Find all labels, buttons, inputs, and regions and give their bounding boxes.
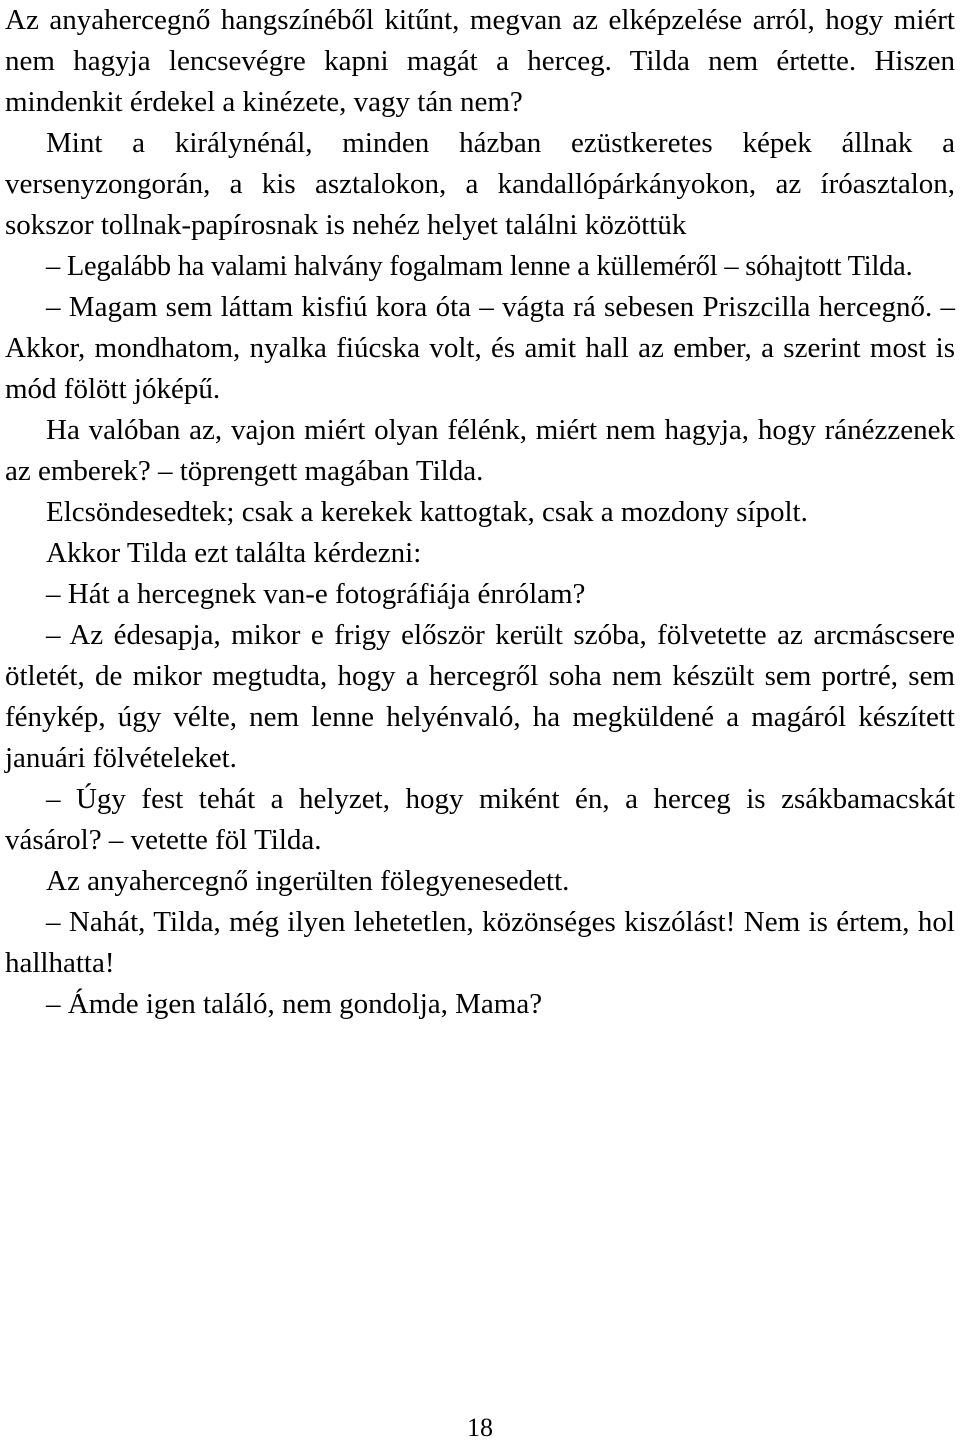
paragraph-9: – Az édesapja, mikor e frigy először került szóba, fölvetette az arcmáscsere ötletét, de mikor megtudta, hogy a hercegről soha nem készült sem portré, sem fénykép, úgy vélte, nem lenne helyénvaló, ha megküldené a magáról készített januári fölvételeket.	[5, 619, 955, 774]
paragraph-5: Ha valóban az, vajon miért olyan félénk, miért nem hagyja, hogy ránézzenek az emberek? – töprengett magában Tilda.	[5, 414, 955, 487]
paragraph-4: – Magam sem láttam kisfiú kora óta – vágta rá sebesen Priszcilla hercegnő. – Akkor, mondhatom, nyalka fiúcska volt, és amit hall az ember, a szerint most is mód fölött jóképű.	[5, 291, 955, 405]
paragraph-3: – Legalább ha valami halvány fogalmam lenne a külleméről – sóhajtott Tilda.	[46, 251, 913, 282]
paragraph-2: Mint a királynénál, minden házban ezüstkeretes képek állnak a versenyzongorán, a kis asztalokon, a kandallópárkányokon, az íróasztalon, sokszor tollnak-papírosnak is nehéz helyet találni közöttük	[5, 127, 955, 241]
paragraph-13: – Ámde igen találó, nem gondolja, Mama?	[46, 988, 543, 1020]
paragraph-11: Az anyahercegnő ingerülten fölegyenesedett.	[46, 865, 570, 897]
page-number: 18	[467, 1413, 493, 1442]
paragraph-12: – Nahát, Tilda, még ilyen lehetetlen, közönséges kiszólást! Nem is értem, hol hallhatta!	[5, 906, 955, 979]
book-page	[5, 0, 955, 1446]
paragraph-10: – Úgy fest tehát a helyzet, hogy miként én, a herceg is zsákbamacskát vásárol? – vetette föl Tilda.	[5, 783, 955, 856]
paragraph-8: – Hát a hercegnek van-e fotográfiája énrólam?	[46, 578, 586, 610]
paragraph-6: Elcsöndesedtek; csak a kerekek kattogtak, csak a mozdony sípolt.	[46, 496, 808, 528]
paragraph-1: Az anyahercegnő hangszínéből kitűnt, megvan az elképzelése arról, hogy miért nem hagyja lencsevégre kapni magát a herceg. Tilda nem értette. Hiszen mindenkit érdekel a kinézete, vagy tán nem?	[5, 4, 955, 118]
paragraph-7: Akkor Tilda ezt találta kérdezni:	[46, 537, 422, 569]
